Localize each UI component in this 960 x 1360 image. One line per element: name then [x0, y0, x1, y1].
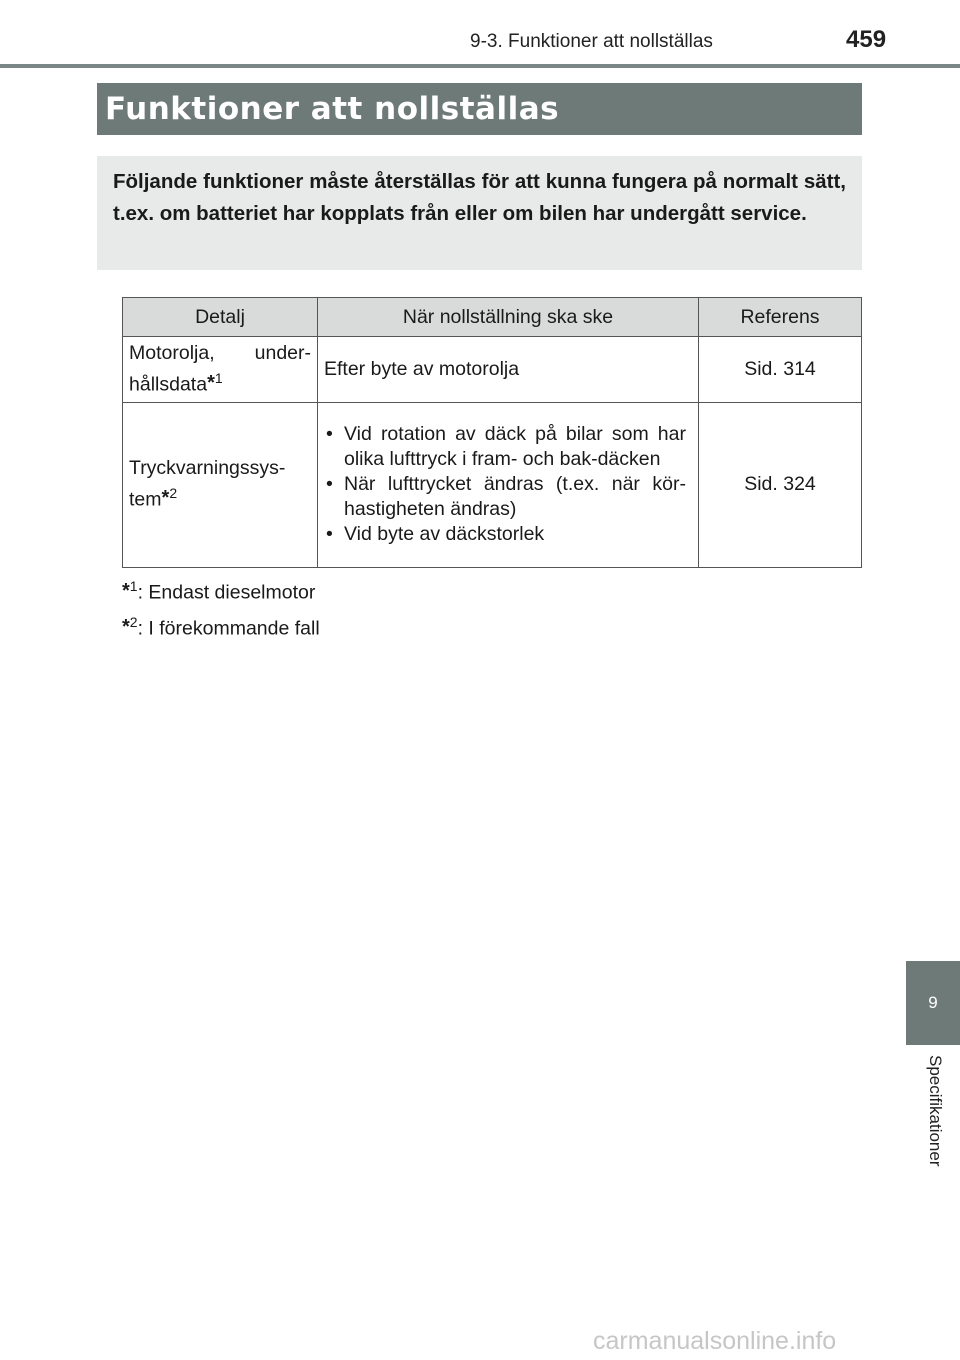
page-title: Funktioner att nollställas: [97, 83, 862, 135]
footnote-1: [122, 578, 315, 605]
footnote-number: 1: [129, 578, 138, 594]
cell-when: [318, 402, 699, 567]
detail-text: Tryckvarningssys-tem: [129, 457, 286, 511]
cell-when: Efter byte av motorolja: [318, 337, 699, 403]
detail-text: Motorolja, under-hållsdata: [129, 342, 311, 396]
table-row: [123, 337, 862, 403]
column-header-reference: Referens: [699, 298, 862, 337]
cell-reference: Sid. 324: [699, 402, 862, 567]
list-item: • Vid rotation av däck på bilar som har olika lufttryck i fram- och bak-däcken: [324, 422, 692, 472]
cell-reference: Sid. 314: [699, 337, 862, 403]
running-header-section: 9-3. Funktioner att nollställas: [470, 31, 713, 52]
column-header-detail: Detalj: [123, 298, 318, 337]
footnote-marker: *: [161, 486, 170, 509]
bullet-list: [324, 422, 692, 547]
footnote-number: 1: [214, 370, 223, 386]
footnote-marker: *: [122, 615, 130, 638]
reset-functions-table: [122, 297, 862, 568]
footnote-marker: *: [122, 579, 130, 602]
column-header-when: När nollställning ska ske: [318, 298, 699, 337]
footnote-text: : I förekommande fall: [137, 617, 320, 640]
footnote-text: : Endast dieselmotor: [137, 581, 316, 604]
list-item: • När lufttrycket ändras (t.ex. när kör-hastigheten ändras): [324, 472, 692, 522]
table-row: [123, 402, 862, 567]
page-number: 459: [846, 26, 887, 53]
header-divider: [0, 64, 960, 68]
cell-detail: [123, 402, 318, 567]
chapter-tab-label: Specifikationer: [926, 1055, 945, 1167]
watermark: carmanualsonline.info: [593, 1327, 837, 1355]
cell-detail: [123, 337, 318, 403]
list-item: • Vid byte av däckstorlek: [324, 522, 692, 547]
table-header-row: [123, 298, 862, 337]
intro-paragraph: Följande funktioner måste återställas för att kunna fungera på normalt sätt, t.ex. om batteriet har kopplats från eller om bilen har undergått service.: [97, 156, 862, 270]
footnote-number: 2: [129, 614, 138, 630]
chapter-tab: 9: [906, 961, 960, 1045]
footnote-number: 2: [169, 485, 178, 502]
footnote-2: [122, 614, 320, 641]
footnote-marker: *: [207, 371, 215, 394]
